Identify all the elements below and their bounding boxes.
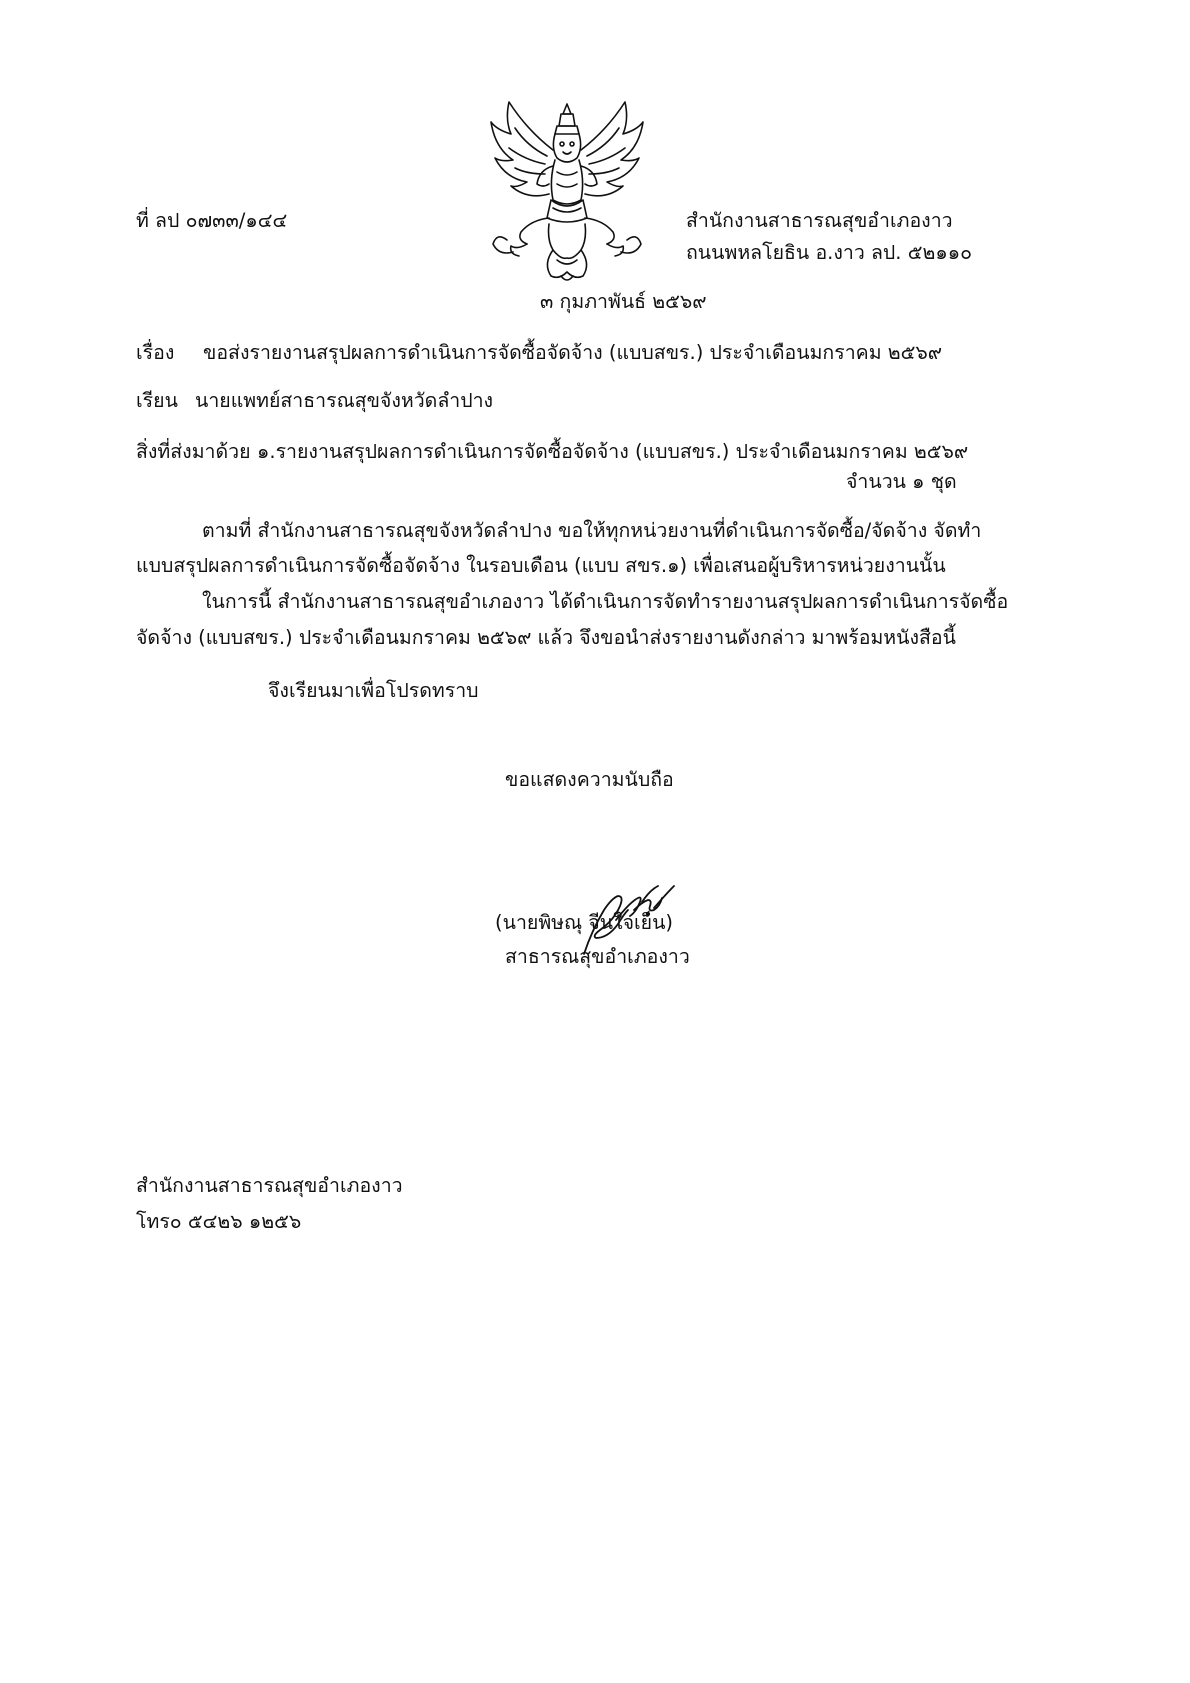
subject-label: เรื่อง xyxy=(136,341,175,364)
enclosure-label: สิ่งที่ส่งมาด้วย xyxy=(136,440,251,463)
garuda-emblem-icon xyxy=(487,100,647,285)
complimentary-close: ขอแสดงความนับถือ xyxy=(505,768,674,791)
body-paragraph-1-line-2: แบบสรุปผลการดำเนินการจัดซื้อจัดจ้าง ในรอบเดือน (แบบ สขร.๑) เพื่อเสนอผู้บริหารหน่วยงานนั้น xyxy=(136,554,946,577)
signatory-position: สาธารณสุขอำเภองาว xyxy=(505,945,690,968)
enclosure-text: ๑.รายงานสรุปผลการดำเนินการจัดซื้อจัดจ้าง (แบบสขร.) ประจำเดือนมกราคม ๒๕๖๙ xyxy=(257,440,969,463)
body-paragraph-1-line-1: ตามที่ สำนักงานสาธารณสุขจังหวัดลำปาง ขอให้ทุกหน่วยงานที่ดำเนินการจัดซื้อ/จัดจ้าง จัดทำ xyxy=(202,519,982,542)
body-paragraph-2-line-2: จัดจ้าง (แบบสขร.) ประจำเดือนมกราคม ๒๕๖๙ แล้ว จึงขอนำส่งรายงานดังกล่าว มาพร้อมหนังสือนี้ xyxy=(136,626,956,649)
enclosure-quantity: จำนวน ๑ ชุด xyxy=(846,470,957,493)
subject-text: ขอส่งรายงานสรุปผลการดำเนินการจัดซื้อจัดจ้าง (แบบสขร.) ประจำเดือนมกราคม ๒๕๖๙ xyxy=(203,341,943,364)
footer-office: สำนักงานสาธารณสุขอำเภองาว xyxy=(136,1174,403,1197)
recipient-label: เรียน xyxy=(136,389,178,412)
footer-phone: โทร๐ ๕๔๒๖ ๑๒๕๖ xyxy=(136,1210,302,1233)
office-name: สำนักงานสาธารณสุขอำเภองาว xyxy=(686,209,953,232)
document-number: ที่ ลป ๐๗๓๓/๑๔๔ xyxy=(136,209,288,232)
office-address: ถนนพหลโยธิน อ.งาว ลป. ๕๒๑๑๐ xyxy=(686,241,972,264)
recipient-text: นายแพทย์สาธารณสุขจังหวัดลำปาง xyxy=(195,389,494,412)
closing-request: จึงเรียนมาเพื่อโปรดทราบ xyxy=(268,679,479,702)
signatory-name: (นายพิษณุ จีนใจเย็น) xyxy=(495,911,674,934)
body-paragraph-2-line-1: ในการนี้ สำนักงานสาธารณสุขอำเภองาว ได้ดำเนินการจัดทำรายงานสรุปผลการดำเนินการจัดซื้อ xyxy=(202,590,1009,613)
document-date: ๓ กุมภาพันธ์ ๒๕๖๙ xyxy=(540,290,707,313)
